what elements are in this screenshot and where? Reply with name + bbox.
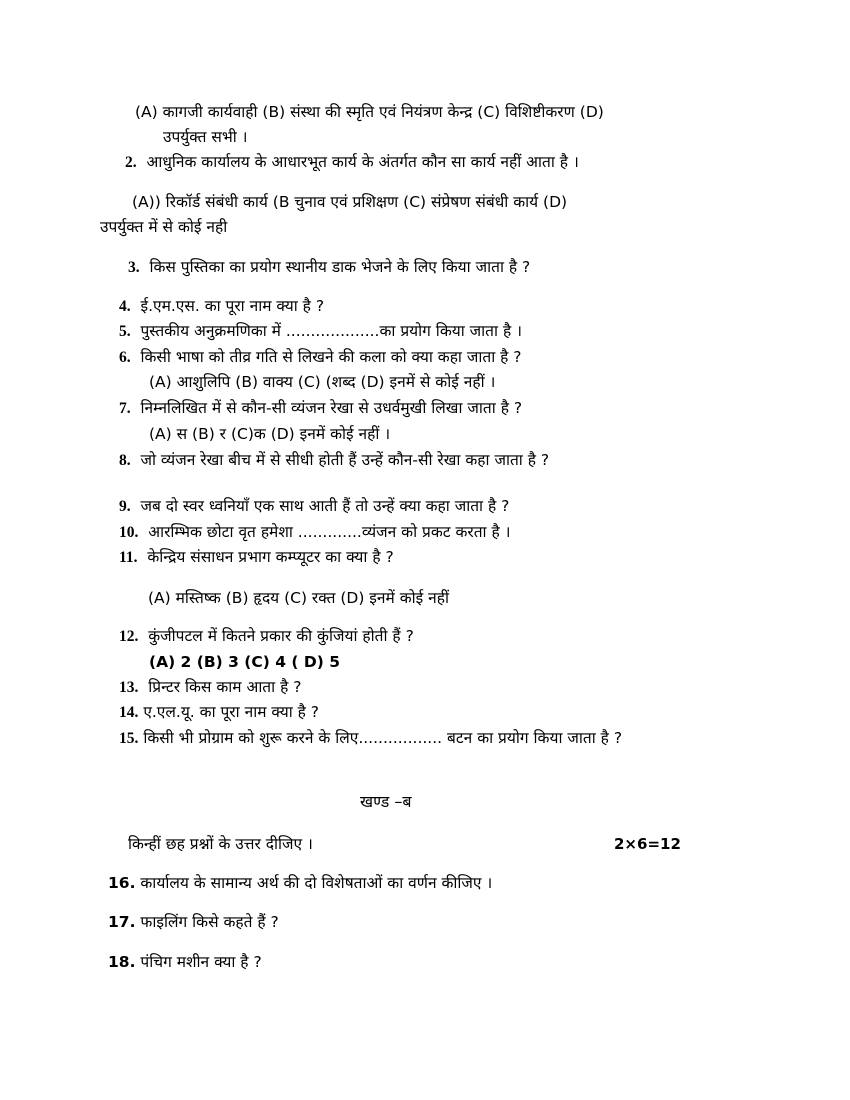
question-text: किसी भी प्रोग्राम को शुरू करने के लिए................. बटन का प्रयोग किया जाता है ?	[143, 729, 623, 747]
question-10	[119, 522, 511, 543]
question-number: 3.	[128, 259, 140, 276]
question-text: पंचिग मशीन क्या है ?	[140, 953, 262, 971]
question-2	[125, 152, 579, 173]
question-text: निम्नलिखित में से कौन-सी व्यंजन रेखा से उधर्वमुखी लिखा जाता है ?	[140, 399, 523, 417]
q7-options: (A) स (B) र (C)क (D) इनमें कोई नहीं ।	[149, 425, 391, 443]
question-text: केन्द्रिय संसाधन प्रभाग कम्प्यूटर का क्या है ?	[147, 548, 394, 566]
question-number: 9.	[119, 498, 131, 515]
question-text: फाइलिंग किसे कहते हैं ?	[140, 913, 279, 931]
question-14	[119, 702, 319, 723]
question-number: 7.	[119, 400, 131, 417]
question-number: 16.	[108, 874, 136, 892]
question-7	[119, 398, 522, 419]
question-text: ई.एम.एस. का पूरा नाम क्या है ?	[140, 297, 325, 315]
section-b-marks: 2×6=12	[614, 835, 681, 853]
question-6	[119, 347, 522, 368]
question-9	[119, 496, 509, 517]
q12-options: (A) 2 (B) 3 (C) 4 ( D) 5	[149, 653, 341, 671]
question-number: 11.	[119, 549, 138, 566]
question-3	[128, 257, 530, 278]
q6-options: (A) आशुलिपि (B) वाक्य (C) (शब्द (D) इनमें से कोई नहीं ।	[149, 373, 496, 391]
question-18	[108, 952, 262, 972]
q2-options-line1: (A)) रिकॉर्ड संबंधी कार्य (B चुनाव एवं प्रशिक्षण (C) संप्रेषण संबंधी कार्य (D)	[132, 193, 568, 211]
question-text: आरम्भिक छोटा वृत हमेशा .............व्यंजन को प्रकट करता है ।	[148, 523, 511, 541]
question-number: 4.	[119, 298, 131, 315]
question-number: 14.	[119, 704, 139, 721]
q11-options: (A) मस्तिष्क (B) हृदय (C) रक्त (D) इनमें कोई नहीं	[148, 589, 450, 607]
question-number: 12.	[119, 628, 139, 645]
question-number: 10.	[119, 524, 139, 541]
question-text: ए.एल.यू. का पूरा नाम क्या है ?	[143, 703, 320, 721]
question-number: 5.	[119, 323, 131, 340]
question-text: कार्यालय के सामान्य अर्थ की दो विशेषताओं का वर्णन कीजिए ।	[140, 874, 493, 892]
question-text: प्रिन्टर किस काम आता है ?	[148, 678, 302, 696]
q1-options-line2: उपर्युक्त सभी ।	[163, 128, 248, 146]
section-b-instruction: किन्हीं छह प्रश्नों के उत्तर दीजिए ।	[128, 835, 313, 853]
section-b-title: खण्ड –ब	[360, 792, 412, 811]
question-text: जब दो स्वर ध्वनियाँ एक साथ आती हैं तो उन्हें क्या कहा जाता है ?	[140, 497, 510, 515]
question-text: पुस्तकीय अनुक्रमणिका में ...................का प्रयोग किया जाता है ।	[140, 322, 522, 340]
question-11	[119, 547, 394, 568]
question-number: 13.	[119, 679, 139, 696]
question-12	[119, 626, 414, 647]
question-17	[108, 912, 279, 932]
question-number: 2.	[125, 154, 137, 171]
question-text: किस पुस्तिका का प्रयोग स्थानीय डाक भेजने के लिए किया जाता है ?	[149, 258, 531, 276]
q2-options-line2: उपर्युक्त में से कोई नही	[100, 218, 228, 236]
question-text: किसी भाषा को तीव्र गति से लिखने की कला को क्या कहा जाता है ?	[140, 348, 522, 366]
q1-options-line1: (A) कागजी कार्यवाही (B) संस्था की स्मृति एवं नियंत्रण केन्द्र (C) विशिष्टीकरण (D)	[135, 103, 604, 121]
question-number: 8.	[119, 452, 131, 469]
question-text: आधुनिक कार्यालय के आधारभूत कार्य के अंतर्गत कौन सा कार्य नहीं आता है ।	[146, 153, 579, 171]
question-8	[119, 450, 549, 471]
question-16	[108, 873, 492, 893]
question-number: 6.	[119, 349, 131, 366]
question-text: कुंजीपटल में कितने प्रकार की कुंजियां होती हैं ?	[148, 627, 414, 645]
question-4	[119, 296, 324, 317]
question-number: 18.	[108, 953, 136, 971]
question-13	[119, 677, 301, 698]
question-number: 17.	[108, 913, 136, 931]
question-5	[119, 321, 522, 342]
question-text: जो व्यंजन रेखा बीच में से सीधी होती हैं उन्हें कौन-सी रेखा कहा जाता है ?	[140, 451, 550, 469]
question-15	[119, 728, 622, 749]
question-number: 15.	[119, 730, 139, 747]
